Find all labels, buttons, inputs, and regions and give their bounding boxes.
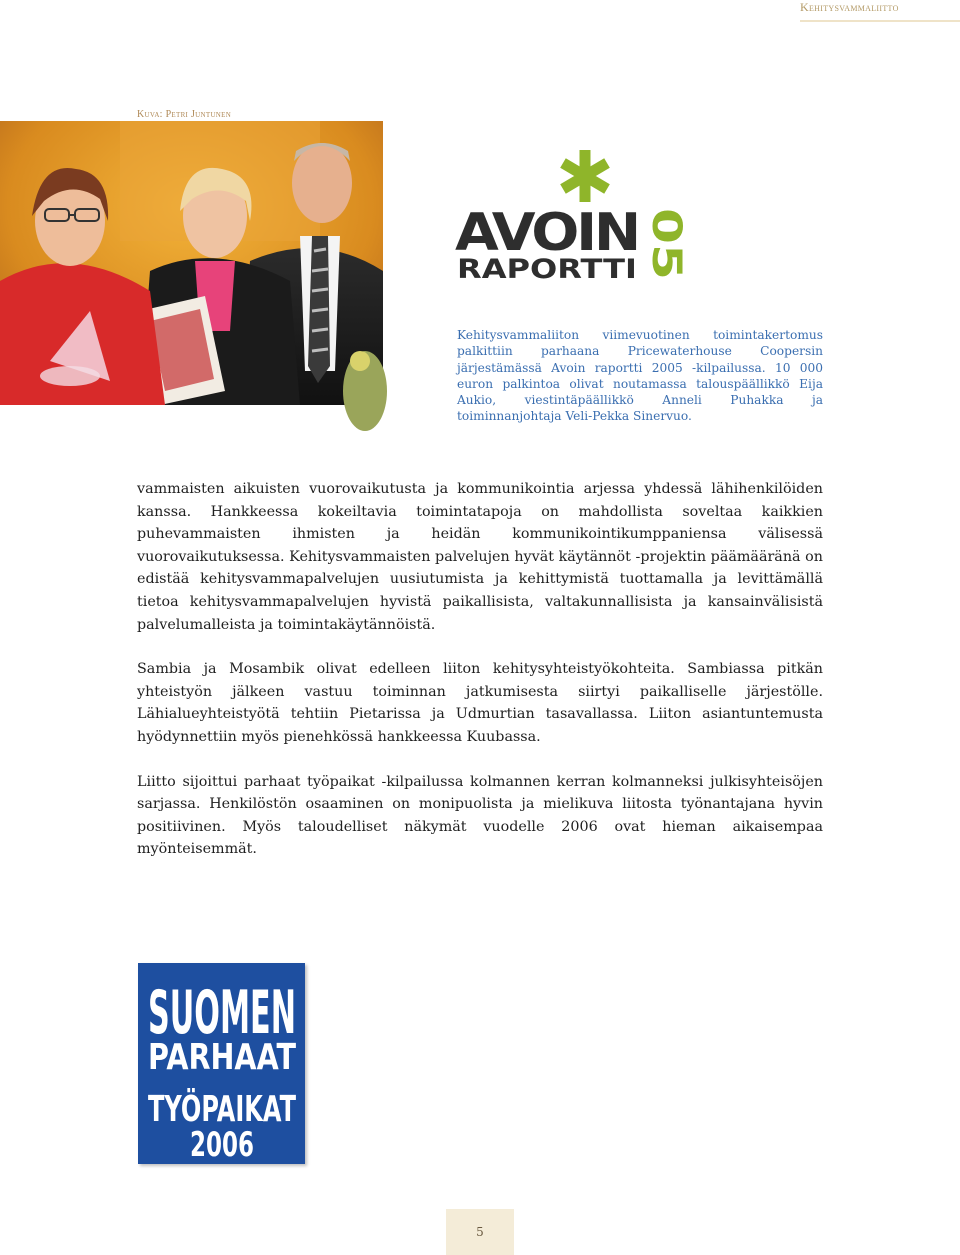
avoin-raportti-logo <box>455 150 695 285</box>
spt-line2: PARHAAT <box>148 1037 297 1078</box>
spt-line3: TYÖPAIKAT <box>148 1089 370 1130</box>
body-text <box>137 478 823 883</box>
paragraph-2: Sambia ja Mosambik olivat edelleen liiton kehitysyhteistyökohteita. Sambiassa pitkän yhteistyön jälkeen vastuu toiminnan jatkumisesta siirtyi paikalliselle järjestölle. Lähialueyhteistyötä tehtiin Pietarissa ja Udmurtian tasavallassa. Liiton asiantuntemusta hyödynnettiin myös pienehkössä hankkeessa Kuubassa. <box>137 661 823 745</box>
page-number: 5 <box>476 1225 484 1239</box>
logo-line2: RAPORTTI <box>457 254 637 285</box>
page-number-box <box>446 1209 514 1255</box>
spt-line1: SUOMEN <box>148 978 296 1048</box>
running-header <box>800 0 960 22</box>
organization-name: Kehitysvammaliitto <box>800 0 899 14</box>
paragraph-3: Liitto sijoittui parhaat työpaikat -kilpailussa kolmannen kerran kolmanneksi julkisyhteisöjen sarjassa. Henkilöstön osaaminen on monipuolista ja mielikuva liitosta työnantajana hyvin positiivinen. Myös taloudelliset näkymät vuodelle 2006 ovat hieman aikaisempaa myönteisemmät. <box>137 773 823 858</box>
logo-year: 05 <box>643 208 689 264</box>
paragraph-1: vammaisten aikuisten vuorovaikutusta ja kommunikointia arjessa yhdessä lähihenkilöiden kanssa. Hankkeessa kokeiltavia toimintatapoja on mahdollista soveltaa kaikkien puhevammaisten ihmisten ja heidän kommunikointikumppaniensa välisessä vuorovaikutuksessa. Kehitysvammaisten palvelujen hyvät käytännöt -projektin päämääränä on edistää kehitysvammapalvelujen uusiutumista ja kehittymistä tuottamalla ja levittämällä tietoa kehitysvammapalvelujen hyvistä paikallisista, valtakunnallisista ja kansainvälisistä palvelumalleista ja toimintakäytännöistä. <box>137 481 823 633</box>
photo-caption: Kehitysvammaliiton viimevuotinen toimintakertomus palkittiin parhaana Pricewaterhouse Coopersin järjestämässä Avoin raportti 2005 -kilpailussa. 10 000 euron palkintoa olivat noutamassa talouspäällikkö Eija Aukio, viestintäpäällikkö Anneli Puhakka ja toiminnanjohtaja Veli-Pekka Sinervuo. <box>457 328 823 424</box>
photo-credit: Kuva: Petri Juntunen <box>137 109 232 120</box>
logo-line1: AVOIN <box>455 203 638 263</box>
star-icon <box>563 150 607 202</box>
spt-line4: 2006 <box>190 1125 254 1165</box>
award-photo <box>0 121 383 405</box>
suomen-parhaat-tyopaikat-logo <box>138 963 370 1165</box>
